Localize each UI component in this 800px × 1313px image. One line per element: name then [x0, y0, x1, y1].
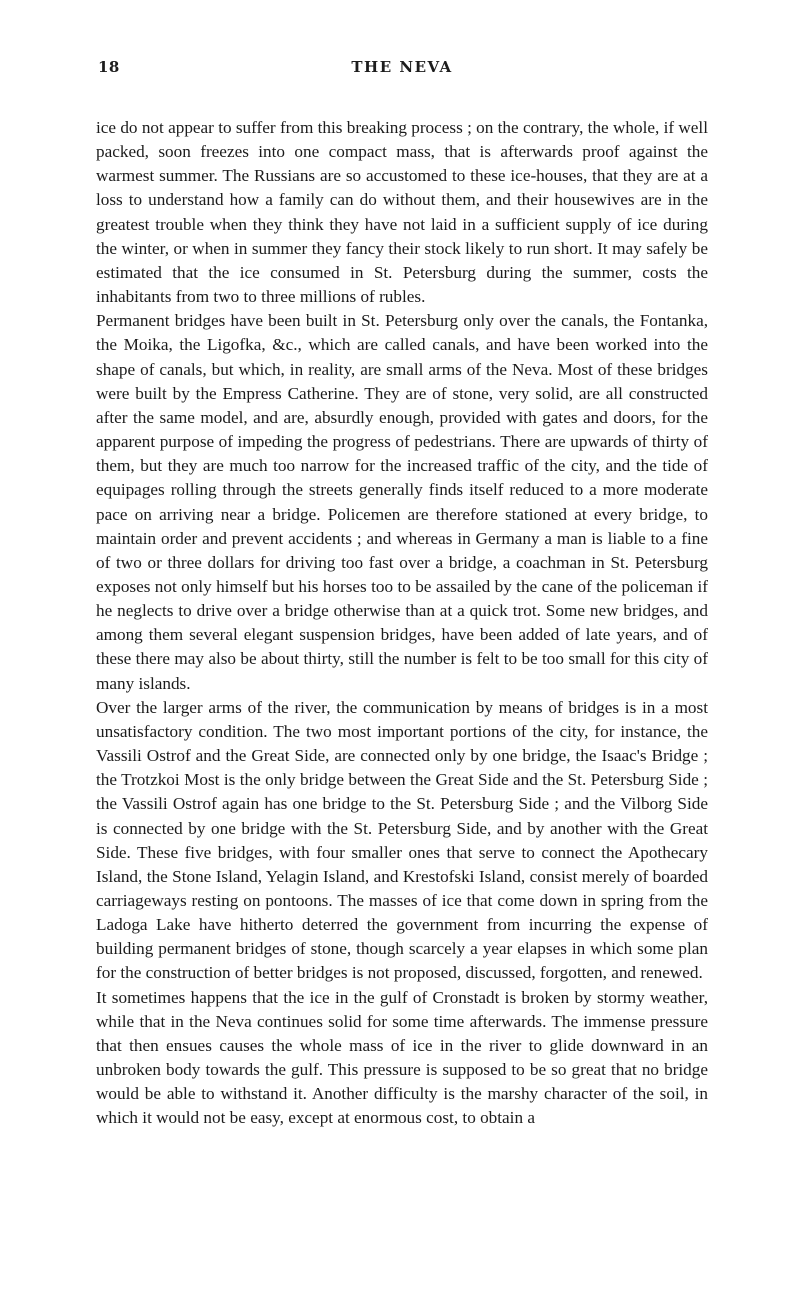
running-title: THE NEVA [351, 58, 453, 76]
paragraph-2: Permanent bridges have been built in St. Petersburg only over the canals, the Fontanka, the Moika, the Ligofka, &c., which are called canals, and have been worked into the shape of canals, but which, in reality, are small arms of the Neva. Most of these bridges were built by the Empress Catherine. They are of stone, very solid, are all constructed after the same model, and are, absurdly enough, provided with gates and doors, for the apparent purpose of impeding the progress of pedestrians. There are upwards of thirty of them, but they are much too narrow for the increased traffic of the city, and the tide of equipages rolling through the streets generally finds itself reduced to a more moderate pace on arriving near a bridge. Policemen are therefore stationed at every bridge, to maintain order and prevent accidents ; and whereas in Germany a man is liable to a fine of two or three dollars for driving too fast over a bridge, a coachman in St. Petersburg exposes not only himself but his horses too to be assailed by the cane of the policeman if he neglects to drive over a bridge otherwise than at a quick trot. Some new bridges, and among them several elegant suspension bridges, have been added of late years, and of these there may also be about thirty, still the number is felt to be too small for this city of many islands. [96, 311, 708, 693]
paragraph-3: Over the larger arms of the river, the communication by means of bridges is in a most unsatisfactory condition. The two most important portions of the city, for instance, the Vassili Ostrof and the Great Side, are connected only by one bridge, the Isaac's Bridge ; the Trotzkoi Most is the only bridge between the Great Side and the St. Petersburg Side ; the Vassili Ostrof again has one bridge to the St. Petersburg Side ; and the Vilborg Side is connected by one bridge with the St. Petersburg Side, and by another with the Great Side. These five bridges, with four smaller ones that serve to connect the Apothecary Island, the Stone Island, Yelagin Island, and Krestofski Island, consist merely of boarded carriageways resting on pontoons. The masses of ice that come down in spring from the Ladoga Lake have hitherto deterred the government from incurring the expense of building permanent bridges of stone, though scarcely a year elapses in which some plan for the construction of better bridges is not proposed, discussed, forgotten, and renewed. [96, 697, 708, 983]
running-header [96, 58, 708, 88]
page-number: 18 [98, 58, 120, 76]
book-page [96, 58, 708, 1131]
paragraph-1: ice do not appear to suffer from this breaking process ; on the contrary, the whole, if well packed, soon freezes into one compact mass, that is afterwards proof against the warmest summer. The Russians are so accustomed to these ice-houses, that they are at a loss to understand how a family can do without them, and their housewives are in the greatest trouble when they think they have not laid in a sufficient supply of ice during the winter, or when in summer they fancy their stock likely to run short. It may safely be estimated that the ice consumed in St. Petersburg during the summer, costs the inhabitants from two to three millions of rubles. [96, 118, 708, 307]
paragraph-4: It sometimes happens that the ice in the gulf of Cronstadt is broken by stormy weather, while that in the Neva continues solid for some time afterwards. The immense pressure that then ensues causes the whole mass of ice in the river to glide downward in an unbroken body towards the gulf. This pressure is supposed to be so great that no bridge would be able to withstand it. Another difficulty is the marshy character of the soil, in which it would not be easy, except at enormous cost, to obtain a [96, 987, 708, 1128]
body-text [96, 116, 708, 1131]
